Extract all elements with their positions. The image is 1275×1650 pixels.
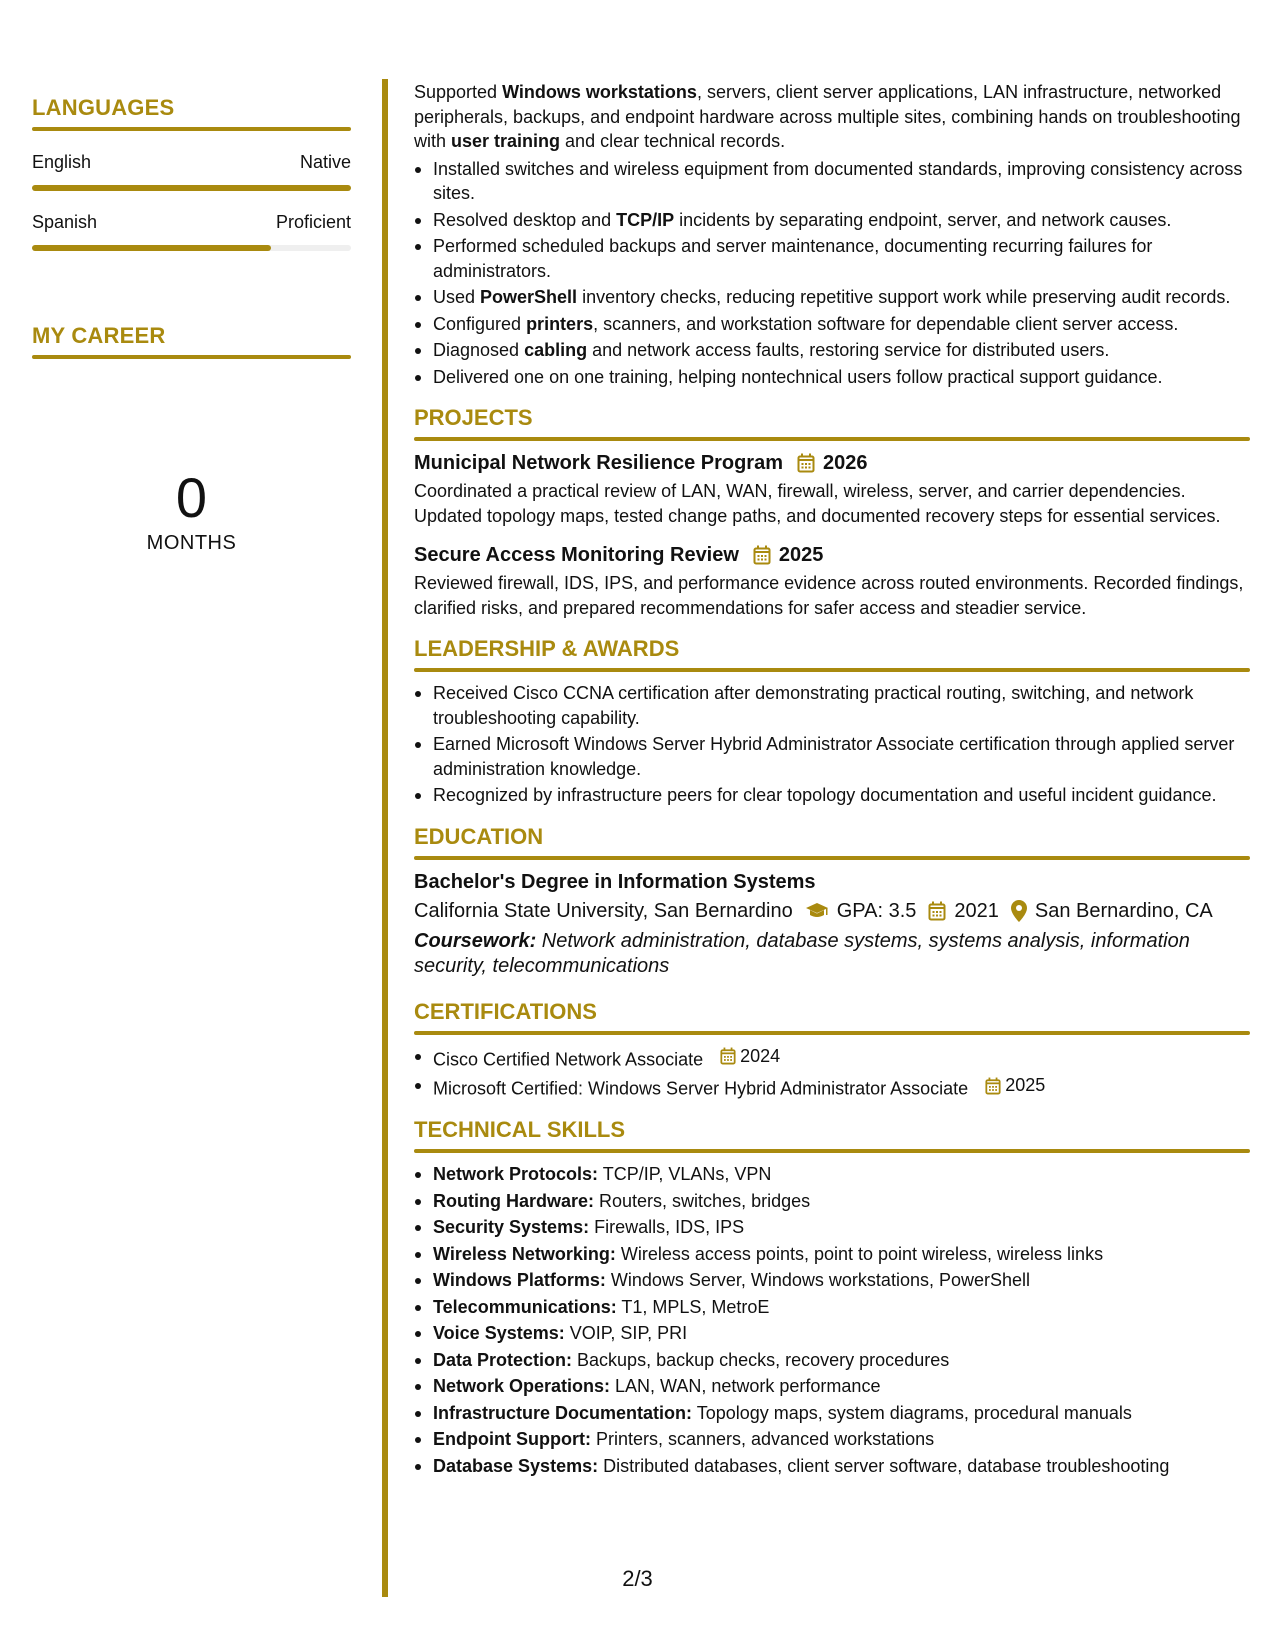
language-item: [32, 151, 351, 191]
education-meta: [414, 897, 1250, 925]
project-item: [414, 542, 1250, 620]
education-section: [414, 824, 1250, 979]
emphasized-term: user training: [451, 131, 561, 151]
skill-item: [414, 1401, 1250, 1426]
projects-heading: PROJECTS: [414, 405, 533, 430]
text-run: incidents by separating endpoint, server, and network causes.: [674, 209, 1172, 230]
certification-name: Cisco Certified Network Associate: [433, 1048, 704, 1069]
skill-label: Network Operations:: [433, 1376, 611, 1396]
calendar-icon: [928, 901, 946, 921]
heading-rule: [414, 856, 1250, 860]
skill-item: [414, 1189, 1250, 1214]
experience-section: [414, 80, 1250, 389]
text-run: and network access faults, restoring service for distributed users.: [587, 340, 1110, 360]
text-run: Configured: [433, 313, 527, 334]
project-title: Municipal Network Resilience Program: [414, 452, 783, 474]
certifications-section: [414, 999, 1250, 1102]
skill-label: Routing Hardware:: [433, 1190, 595, 1211]
skills-heading: TECHNICAL SKILLS: [414, 1117, 626, 1142]
heading-rule: [414, 668, 1250, 672]
emphasized-term: Windows workstations: [502, 82, 697, 102]
skill-item: [414, 1268, 1250, 1293]
text-run: Resolved desktop and: [433, 209, 617, 230]
skill-item: [414, 1242, 1250, 1267]
text-run: Delivered one on one training, helping nontechnical users follow practical support guidance.: [433, 366, 1163, 387]
skill-value: Windows Server, Windows workstations, PowerShell: [605, 1270, 1031, 1290]
language-level: Native: [299, 152, 351, 172]
skill-label: Endpoint Support:: [433, 1429, 591, 1449]
page-number: 2/3: [622, 1566, 653, 1591]
experience-bullet: [414, 234, 1250, 283]
leadership-bullet: Recognized by infrastructure peers for clear topology documentation and useful incident guidance.: [414, 783, 1250, 808]
skill-item: [414, 1215, 1250, 1240]
text-run: Used: [433, 287, 481, 307]
skill-label: Database Systems:: [433, 1455, 599, 1476]
language-proficiency-fill: [32, 245, 271, 251]
skills-list: [414, 1162, 1250, 1478]
skill-value: Topology maps, system diagrams, procedural manuals: [692, 1402, 1132, 1423]
project-description: Reviewed firewall, IDS, IPS, and performance evidence across routed environments. Recorded findings, clarified risks, and prepared recommendations for safer access and steadier service.: [414, 573, 1244, 618]
languages-heading: LANGUAGES: [32, 95, 175, 120]
skill-value: Printers, scanners, advanced workstations: [590, 1429, 935, 1449]
coursework: [414, 929, 1250, 979]
project-description: Coordinated a practical review of LAN, WAN, firewall, wireless, server, and carrier dependencies. Updated topology maps, tested change paths, and documented recovery steps for essential services.: [414, 481, 1221, 526]
experience-intro: [414, 80, 1250, 154]
graduation-cap-icon: [805, 902, 829, 920]
school-location: San Bernardino, CA: [1034, 899, 1213, 922]
gpa: GPA: 3.5: [836, 899, 917, 922]
skill-value: LAN, WAN, network performance: [610, 1376, 881, 1396]
certification-item: [414, 1073, 1250, 1101]
skill-item: [414, 1162, 1250, 1187]
text-run: , scanners, and workstation software for dependable client server access.: [593, 313, 1179, 334]
projects-section: [414, 405, 1250, 620]
experience-bullets: [414, 157, 1250, 390]
skill-label: Infrastructure Documentation:: [433, 1402, 693, 1423]
language-item: [32, 211, 351, 251]
project-year: 2026: [823, 452, 868, 474]
language-level: Proficient: [275, 212, 351, 232]
certifications-heading: CERTIFICATIONS: [414, 998, 597, 1024]
skill-label: Network Protocols:: [433, 1164, 599, 1184]
skill-item: [414, 1321, 1250, 1346]
career-length: [32, 466, 351, 555]
experience-bullet: [414, 312, 1250, 337]
project-item: [414, 450, 1250, 528]
skill-value: T1, MPLS, MetroE: [616, 1296, 770, 1317]
text-run: and clear technical records.: [560, 131, 786, 151]
skill-value: TCP/IP, VLANs, VPN: [598, 1164, 772, 1184]
experience-bullet: [414, 285, 1250, 310]
calendar-icon: [753, 545, 771, 565]
coursework-list: Network administration, database systems, systems analysis, information security, telecommunications: [414, 929, 1190, 977]
skills-section: [414, 1117, 1250, 1478]
language-proficiency-fill: [32, 185, 351, 191]
career-heading: MY CAREER: [32, 323, 166, 348]
heading-rule: [32, 355, 351, 359]
degree-title: Bachelor's Degree in Information Systems: [414, 870, 816, 893]
experience-bullet: [414, 157, 1250, 206]
text-run: inventory checks, reducing repetitive support work while preserving audit records.: [577, 287, 1231, 307]
main-content: [414, 80, 1250, 1480]
language-name: English: [32, 152, 92, 172]
heading-rule: [414, 1031, 1250, 1035]
heading-rule: [414, 1149, 1250, 1153]
project-year: 2025: [778, 544, 824, 566]
skill-item: [414, 1454, 1250, 1479]
experience-bullet: [414, 338, 1250, 363]
emphasized-term: TCP/IP: [616, 209, 675, 230]
education-heading: EDUCATION: [414, 823, 544, 849]
skill-value: Firewalls, IDS, IPS: [589, 1217, 745, 1237]
school-name: California State University, San Bernardino: [414, 899, 793, 922]
skill-item: [414, 1374, 1250, 1399]
coursework-label: Coursework:: [414, 929, 537, 952]
certification-name: Microsoft Certified: Windows Server Hybrid Administrator Associate: [433, 1078, 969, 1099]
skill-value: Wireless access points, point to point wireless, wireless links: [615, 1243, 1104, 1264]
map-pin-icon: [1011, 900, 1027, 922]
leadership-bullet: Received Cisco CCNA certification after demonstrating practical routing, switching, and network troubleshooting capability.: [414, 681, 1250, 730]
text-run: Performed scheduled backups and server maintenance, documenting recurring failures for administrators.: [433, 236, 1153, 281]
emphasized-term: PowerShell: [480, 287, 578, 307]
skill-value: VOIP, SIP, PRI: [564, 1323, 688, 1343]
skill-label: Data Protection:: [433, 1349, 573, 1370]
skill-item: [414, 1348, 1250, 1373]
career-months-label: MONTHS: [146, 532, 237, 554]
certification-year: 2025: [1005, 1075, 1046, 1096]
experience-bullet: [414, 365, 1250, 390]
certification-year: 2024: [740, 1045, 781, 1066]
leadership-section: [414, 636, 1250, 808]
leadership-bullet: Earned Microsoft Windows Server Hybrid Administrator Associate certification through applied server administration knowledge.: [414, 732, 1250, 781]
languages-section: [32, 95, 351, 251]
calendar-icon: [797, 453, 815, 473]
emphasized-term: printers: [526, 313, 594, 334]
skill-value: Routers, switches, bridges: [594, 1190, 811, 1211]
column-divider: [382, 79, 388, 1597]
skill-label: Windows Platforms:: [433, 1270, 606, 1290]
experience-bullet: [414, 208, 1250, 233]
language-proficiency-bar: [32, 185, 351, 191]
language-name: Spanish: [32, 212, 98, 232]
skill-value: Distributed databases, client server software, database troubleshooting: [598, 1455, 1170, 1476]
text-run: Diagnosed: [433, 340, 525, 360]
heading-rule: [414, 437, 1250, 441]
skill-label: Security Systems:: [433, 1217, 590, 1237]
skill-value: Backups, backup checks, recovery procedures: [572, 1349, 950, 1370]
project-title: Secure Access Monitoring Review: [414, 544, 739, 566]
skill-item: [414, 1295, 1250, 1320]
sidebar: [32, 95, 351, 555]
career-months-value: 0: [175, 466, 208, 529]
heading-rule: [32, 127, 351, 131]
language-proficiency-bar: [32, 245, 351, 251]
graduation-year: 2021: [954, 899, 999, 922]
calendar-icon: [985, 1077, 1001, 1095]
skill-label: Telecommunications:: [433, 1296, 617, 1317]
calendar-icon: [720, 1047, 736, 1065]
career-section: [32, 323, 351, 555]
text-run: Supported: [414, 82, 503, 102]
skill-label: Wireless Networking:: [433, 1243, 616, 1264]
certification-item: [414, 1044, 1250, 1072]
emphasized-term: cabling: [524, 340, 588, 360]
skill-item: [414, 1427, 1250, 1452]
text-run: , servers, client server applications, LAN infrastructure, networked peripherals, backups, and endpoint hardware across multiple sites, combining hands on troubleshooting with: [414, 82, 1241, 151]
text-run: Installed switches and wireless equipment from documented standards, improving consistency across sites.: [433, 158, 1243, 203]
skill-label: Voice Systems:: [433, 1323, 565, 1343]
leadership-heading: LEADERSHIP & AWARDS: [414, 636, 680, 661]
